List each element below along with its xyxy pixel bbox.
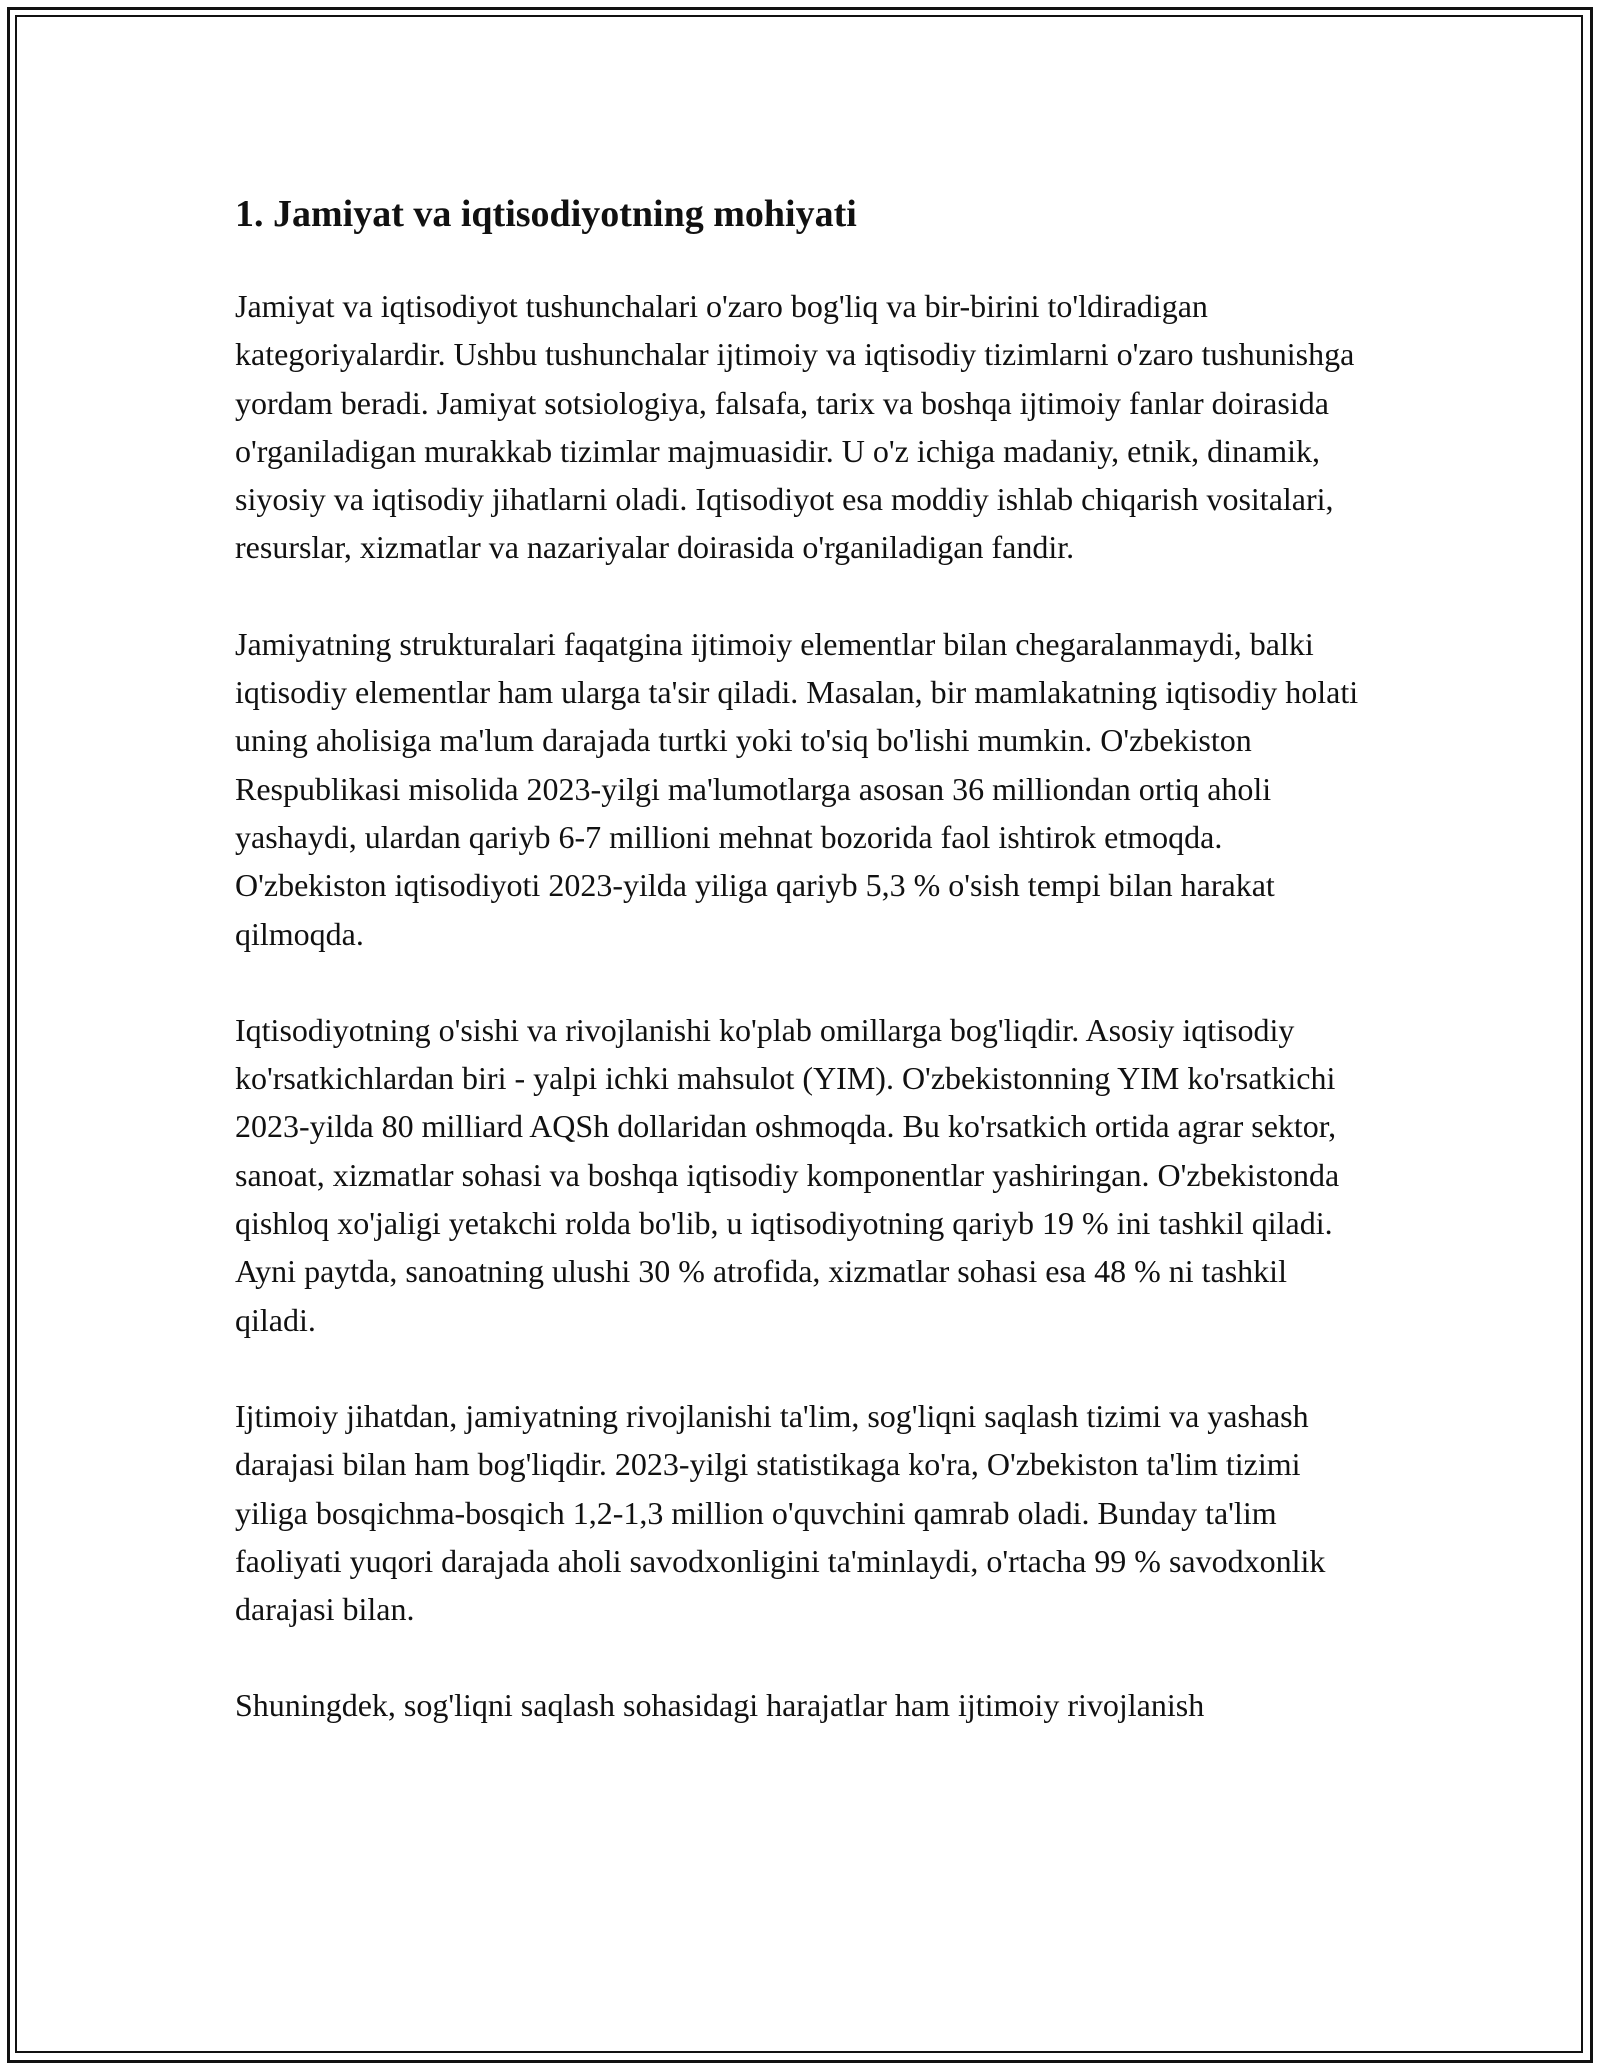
paragraph-2: Jamiyatning strukturalari faqatgina ijtimoiy elementlar bilan chegaralanmaydi, balki iqtisodiy elementlar ham ularga ta'sir qiladi. Masalan, bir mamlakatning iqtisodiy holati uning aholisiga ma'lum darajada turtki yoki to'siq bo'lishi mumkin. O'zbekiston Respublikasi misolida 2023-yilgi ma'lumotlarga asosan 36 milliondan ortiq aholi yashaydi, ulardan qariyb 6-7 millioni mehnat bozorida faol ishtirok etmoqda. O'zbekiston iqtisodiyoti 2023-yilda yiliga qariyb 5,3 % o'sish tempi bilan harakat qilmoqda. <box>235 625 1359 952</box>
paragraph-3: Iqtisodiyotning o'sishi va rivojlanishi ko'plab omillarga bog'liqdir. Asosiy iqtisodiy ko'rsatkichlardan biri - yalpi ichki mahsulot (YIM). O'zbekistonning YIM ko'rsatkichi 2023-yilda 80 milliard AQSh dollaridan oshmoqda. Bu ko'rsatkich ortida agrar sektor, sanoat, xizmatlar sohasi va boshqa iqtisodiy komponentlar yashiringan. O'zbekistonda qishloq xo'jaligi yetakchi rolda bo'lib, u iqtisodiyotning qariyb 19 % ini tashkil qiladi. Ayni paytda, sanoatning ulushi 30 % atrofida, xizmatlar sohasi esa 48 % ni tashkil qiladi. <box>235 1011 1340 1338</box>
section-heading: 1. Jamiyat va iqtisodiyotning mohiyati <box>235 193 857 235</box>
paragraph-1: Jamiyat va iqtisodiyot tushunchalari o'zaro bog'liq va bir-birini to'ldiradigan kategoriyalardir. Ushbu tushunchalar ijtimoiy va iqtisodiy tizimlarni o'zaro tushunishga yordam beradi. Jamiyat sotsiologiya, falsafa, tarix va boshqa ijtimoiy fanlar doirasida o'rganiladigan murakkab tizimlar majmuasidir. U o'z ichiga madaniy, etnik, dinamik, siyosiy va iqtisodiy jihatlarni oladi. Iqtisodiyot esa moddiy ishlab chiqarish vositalari, resurslar, xizmatlar va nazariyalar doirasida o'rganiladigan fandir. <box>235 288 1355 566</box>
paragraph-5: Shuningdek, sog'liqni saqlash sohasidagi harajatlar ham ijtimoiy rivojlanish <box>235 1687 1205 1724</box>
paragraph-4: Ijtimoiy jihatdan, jamiyatning rivojlanishi ta'lim, sog'liqni saqlash tizimi va yashash darajasi bilan ham bog'liqdir. 2023-yilgi statistikaga ko'ra, O'zbekiston ta'lim tizimi yiliga bosqichma-bosqich 1,2-1,3 million o'quvchini qamrab oladi. Bunday ta'lim faoliyati yuqori darajada aholi savodxonligini ta'minlaydi, o'rtacha 99 % savodxonlik darajasi bilan. <box>235 1397 1326 1628</box>
document-page <box>235 190 1375 1730</box>
